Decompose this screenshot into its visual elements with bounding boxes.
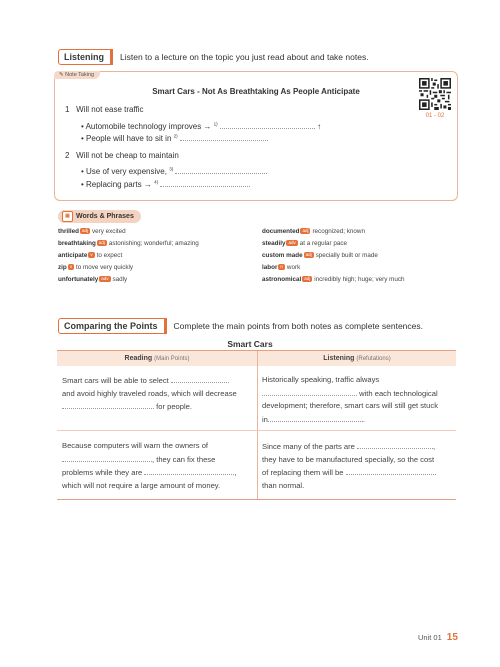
table-row: Because computers will warn the owners of , they can fix these problems while they are , which will not require a large amount of money. xyxy=(62,441,237,490)
vocab-item: thrilled adj very excited xyxy=(58,228,126,235)
vocab-item: anticipate v to expect xyxy=(58,252,123,259)
listening-instruction: Listen to a lecture on the topic you just read about and take notes. xyxy=(120,52,369,62)
table-title: Smart Cars xyxy=(227,339,273,349)
table-divider xyxy=(257,351,258,499)
column-header-reading: Reading (Main Points) xyxy=(57,351,257,366)
listening-header xyxy=(58,49,369,65)
blank-row2-left-1[interactable] xyxy=(62,453,152,462)
vocab-item: zip v to move very quickly xyxy=(58,264,134,271)
unit-label: Unit 01 xyxy=(418,633,442,642)
blank-row1-left-2[interactable] xyxy=(62,400,154,409)
vocab-item: unfortunately adv sadly xyxy=(58,276,128,283)
column-header-listening: Listening (Refutations) xyxy=(258,351,456,366)
listening-tag: Listening xyxy=(58,49,113,65)
words-phrases-pill: ▣ Words & Phrases xyxy=(58,210,141,223)
note-title: Smart Cars - Not As Breathtaking As People Anticipate xyxy=(152,87,360,96)
table-row: Smart cars will be able to select and avoid highly traveled roads, which will decrease for people. xyxy=(62,376,237,411)
vocab-item: steadily adv at a regular pace xyxy=(262,240,347,247)
blank-row1-right-1[interactable] xyxy=(262,387,357,396)
vocab-item: breathtaking adj astonishing; wonderful; amazing xyxy=(58,240,199,247)
comparing-instruction: Complete the main points from both notes as complete sentences. xyxy=(173,321,423,331)
note-taking-box xyxy=(54,71,458,201)
blank-3[interactable] xyxy=(175,165,267,174)
comparing-header xyxy=(58,318,423,334)
note-point-2: 2 Will not be cheap to maintain xyxy=(65,151,179,160)
table-bottom-rule xyxy=(57,499,456,500)
qr-code-icon[interactable] xyxy=(419,78,451,110)
blank-1[interactable] xyxy=(220,120,315,129)
note-bullet-2-1: • Use of very expensive, $^{3)}$ xyxy=(81,165,267,176)
blank-row2-left-2[interactable] xyxy=(144,466,234,475)
page-number: 15 xyxy=(446,632,458,643)
note-taking-tag: ✎ Note Taking xyxy=(54,71,100,79)
book-icon: ▣ xyxy=(62,211,73,222)
blank-row1-right-2[interactable] xyxy=(268,413,363,422)
page-footer xyxy=(418,632,458,643)
row-separator xyxy=(57,430,456,431)
note-bullet-1-2: • People will have to sit in $^{2)}$ xyxy=(81,132,268,143)
vocab-item: documented adj recognized; known xyxy=(262,228,365,235)
table-row: Since many of the parts are , they have to be manufactured specially, so the cost of replacing them will be than normal. xyxy=(262,442,436,490)
blank-row2-right-2[interactable] xyxy=(346,466,436,475)
blank-row2-right-1[interactable] xyxy=(357,440,433,449)
vocab-item: labor n work xyxy=(262,264,301,271)
audio-track-code: 01 - 02 xyxy=(425,113,445,119)
comparing-tag: Comparing the Points xyxy=(58,318,167,334)
blank-2[interactable] xyxy=(180,132,268,141)
blank-row1-left-1[interactable] xyxy=(171,374,229,383)
vocab-item: custom made adj specially built or made xyxy=(262,252,378,259)
note-bullet-2-2: • Replacing parts → $^{4)}$ xyxy=(81,178,250,189)
words-phrases-header xyxy=(58,210,141,223)
note-bullet-1-1: • Automobile technology improves → $^{1)}$ ↑ xyxy=(81,121,322,131)
note-point-1: 1 Will not ease traffic xyxy=(65,105,144,114)
vocab-item: astronomical adj incredibly high; huge; very much xyxy=(262,276,405,283)
blank-4[interactable] xyxy=(160,178,250,187)
table-row: Historically speaking, traffic always with each technological development; therefore, smart cars will still get stuck in . xyxy=(262,375,438,424)
